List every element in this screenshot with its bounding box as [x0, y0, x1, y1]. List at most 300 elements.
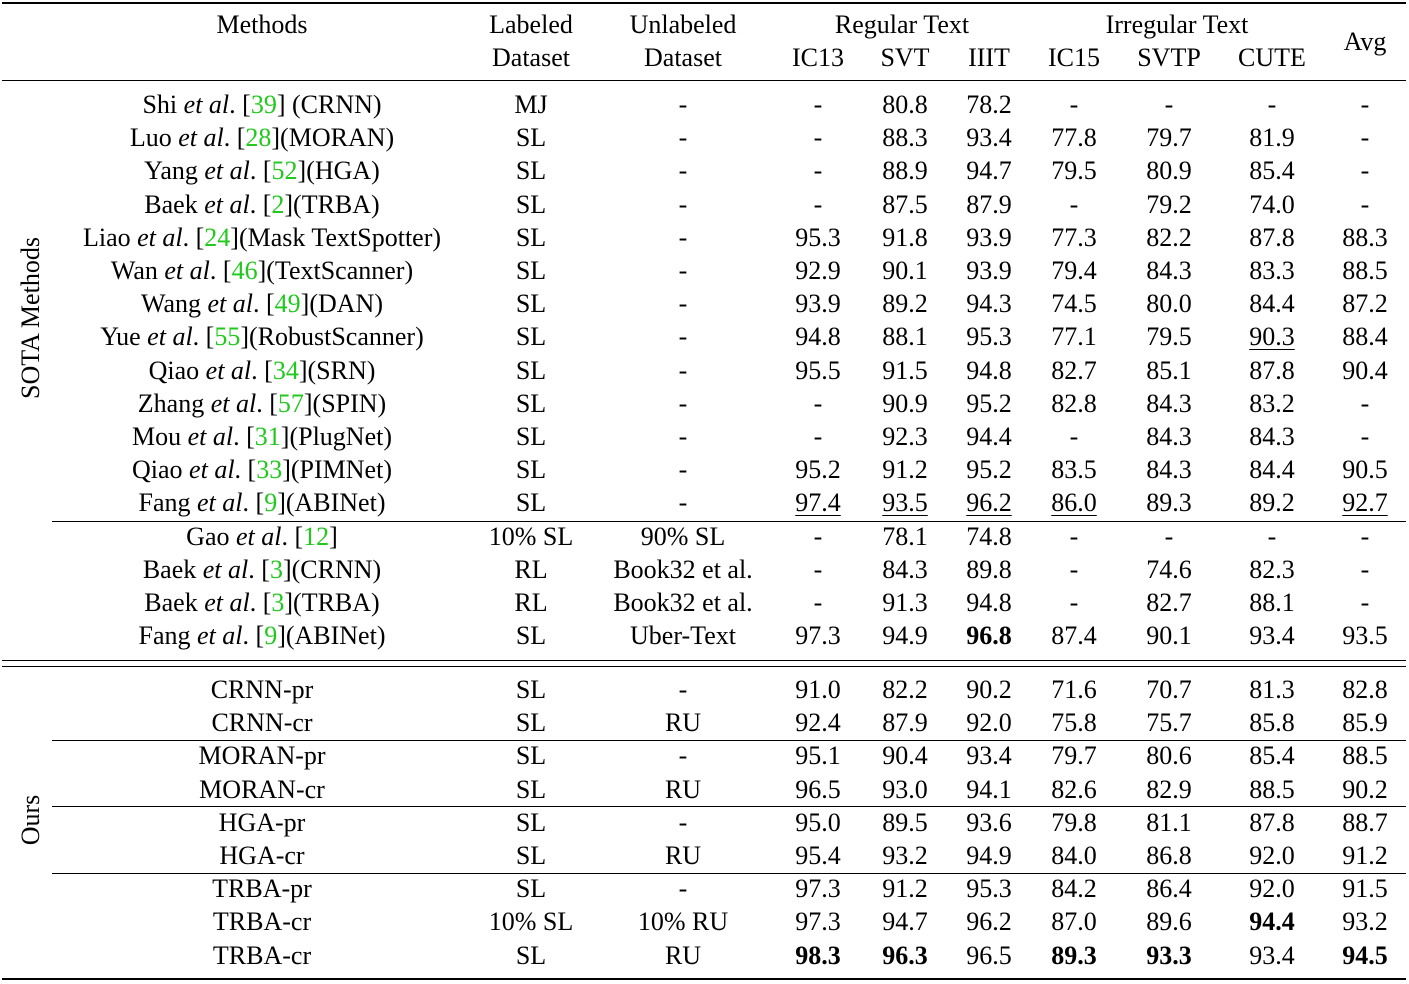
sota-row-9-value-2: 95.2 [966, 388, 1012, 418]
sota-row-10-labeled: SL [515, 422, 547, 451]
method-etal: et al [235, 521, 282, 551]
ours-row-8-unlabeled: RU [664, 940, 702, 970]
ours-row-3-method: MORAN-cr [199, 774, 325, 804]
sota-row-14-value-1: 84.3 [882, 554, 928, 584]
ours-row-1-unlabeled: RU [664, 708, 702, 738]
sota-row-2-method: Yang et al. [52](HGA) [144, 156, 380, 186]
ours-row-4-value-5: 87.8 [1249, 807, 1295, 837]
sota-row-15-value-4: 82.7 [1146, 588, 1192, 617]
citation-link[interactable]: 3 [269, 554, 283, 584]
sota-row-9-method: Zhang et al. [57](SPIN) [137, 388, 387, 418]
sota-row-11-method: Qiao et al. [33](PIMNet) [132, 455, 392, 485]
sota-row-10-value-4: 84.3 [1146, 422, 1192, 451]
sota-row-1-value-1: 88.3 [882, 123, 928, 153]
header-benchmark-iiit: IIIT [968, 43, 1010, 72]
method-etal: et al [204, 588, 250, 617]
sota-row-13-unlabeled: 90% SL [640, 521, 726, 551]
header-benchmark-ic15: IC15 [1048, 43, 1100, 72]
sota-row-12-labeled: SL [515, 488, 547, 518]
sota-row-16-labeled: SL [515, 621, 547, 651]
sota-row-7-value-1: 88.1 [882, 322, 928, 352]
method-author: Shi [142, 90, 184, 119]
sota-row-6-value-1: 89.2 [882, 289, 928, 319]
method-author: Zhang [137, 388, 211, 418]
ours-row-4-unlabeled: - [678, 807, 688, 837]
ours-row-0-value-3: 71.6 [1051, 675, 1097, 704]
method-etal: et al [189, 455, 235, 485]
sota-row-12-value-3: 86.0 [1051, 488, 1097, 518]
ours-row-3-value-2: 94.1 [966, 774, 1012, 804]
ours-row-8-value-3: 89.3 [1051, 940, 1097, 970]
sota-row-4-method: Liao et al. [24](Mask TextSpotter) [82, 222, 442, 252]
method-etal: et al [137, 222, 183, 252]
sota-row-10-value-5: 84.3 [1249, 422, 1295, 451]
sota-row-8-labeled: SL [515, 355, 547, 385]
sota-row-3-value-3: - [1069, 189, 1079, 219]
sota-row-2-value-2: 94.7 [966, 156, 1012, 186]
sota-row-3-value-1: 87.5 [882, 189, 928, 219]
sota-row-11-value-4: 84.3 [1146, 455, 1192, 485]
header-irregular-text: Irregular Text [1105, 10, 1249, 39]
ours-row-6-value-1: 91.2 [882, 874, 928, 904]
sota-row-15-method: Baek et al. [3](TRBA) [144, 588, 380, 617]
sota-row-0-value-2: 78.2 [966, 90, 1012, 119]
method-etal: et al [210, 388, 257, 418]
sota-row-3-value-4: 79.2 [1146, 189, 1192, 219]
sota-row-4-value-5: 87.8 [1249, 222, 1295, 252]
sota-row-3-method: Baek et al. [2](TRBA) [144, 189, 380, 219]
ours-row-5-method: HGA-cr [219, 841, 305, 870]
sota-row-12-value-6: 92.7 [1342, 488, 1388, 518]
method-etal: et al [202, 554, 249, 584]
double-rule-top [2, 660, 1406, 661]
sota-row-13-method: Gao et al. [12] [186, 521, 338, 551]
sota-row-9-value-5: 83.2 [1249, 388, 1295, 418]
sota-row-4-value-1: 91.8 [882, 222, 928, 252]
sota-row-0-value-3: - [1069, 90, 1079, 119]
sota-row-12-value-1: 93.5 [882, 488, 928, 518]
citation-link[interactable]: 31 [254, 422, 281, 451]
sota-row-10-method: Mou et al. [31](PlugNet) [132, 422, 392, 451]
sota-row-9-value-3: 82.8 [1051, 388, 1097, 418]
sota-row-1-unlabeled: - [678, 123, 688, 153]
sota-row-11-unlabeled: - [678, 455, 688, 485]
sota-row-14-unlabeled: Book32 et al. [613, 554, 753, 584]
citation-link[interactable]: 9 [264, 488, 278, 518]
sota-row-6-value-0: 93.9 [795, 289, 841, 319]
sota-row-9-value-4: 84.3 [1146, 388, 1192, 418]
header-unlabeled-line1: Unlabeled [629, 10, 737, 39]
ours-row-5-value-3: 84.0 [1051, 841, 1097, 870]
sota-row-9-labeled: SL [515, 388, 547, 418]
header-benchmark-ic13: IC13 [792, 43, 844, 72]
sota-row-5-unlabeled: - [678, 256, 688, 285]
ours-row-8-value-2: 96.5 [966, 940, 1012, 970]
sota-row-1-value-0: - [813, 123, 823, 153]
ours-row-4-value-2: 93.6 [966, 807, 1012, 837]
sota-row-9-value-6: - [1360, 388, 1370, 418]
group-label-sota: SOTA Methods [16, 237, 45, 399]
sota-row-16-value-2: 96.8 [966, 621, 1012, 651]
citation-link[interactable]: 3 [271, 588, 285, 617]
ours-row-7-labeled: 10% SL [488, 907, 574, 937]
ours-row-2-value-3: 79.7 [1051, 741, 1097, 771]
sota-row-14-labeled: RL [514, 554, 548, 584]
sota-row-6-value-5: 84.4 [1249, 289, 1295, 319]
ours-row-6-method: TRBA-pr [212, 874, 312, 904]
sota-row-3-labeled: SL [515, 189, 547, 219]
sota-row-14-value-2: 89.8 [966, 554, 1012, 584]
ours-row-8-value-0: 98.3 [795, 940, 841, 970]
citation-link[interactable]: 2 [271, 189, 285, 219]
sota-row-6-unlabeled: - [678, 289, 688, 319]
sota-row-4-unlabeled: - [678, 222, 688, 252]
method-etal: et al [204, 156, 250, 186]
ours-row-6-value-2: 95.3 [966, 874, 1012, 904]
ours-row-5-value-4: 86.8 [1146, 841, 1192, 870]
sota-row-8-value-4: 85.1 [1146, 355, 1192, 385]
method-author: Qiao [148, 355, 206, 385]
sota-row-7-value-4: 79.5 [1146, 322, 1192, 352]
method-author: Mou [132, 422, 188, 451]
ours-row-4-value-4: 81.1 [1146, 807, 1192, 837]
sota-row-8-value-2: 94.8 [966, 355, 1012, 385]
sota-row-15-value-0: - [813, 588, 823, 617]
sota-row-14-value-4: 74.6 [1146, 554, 1192, 584]
sota-row-13-labeled: 10% SL [488, 521, 574, 551]
sota-row-7-value-3: 77.1 [1051, 322, 1097, 352]
sota-row-6-value-3: 74.5 [1051, 289, 1097, 319]
header-labeled-line2: Dataset [492, 43, 570, 72]
sota-row-3-value-0: - [813, 189, 823, 219]
method-etal: et al [205, 355, 252, 385]
ours-row-7-value-4: 89.6 [1146, 907, 1192, 937]
sota-row-10-value-1: 92.3 [882, 422, 928, 451]
ours-row-5-value-6: 91.2 [1342, 841, 1388, 870]
citation-link[interactable]: 12 [303, 521, 330, 551]
ours-row-0-method: CRNN-pr [210, 675, 314, 704]
ours-row-1-value-2: 92.0 [966, 708, 1012, 738]
sota-row-15-value-6: - [1360, 588, 1370, 617]
ours-row-4-value-3: 79.8 [1051, 807, 1097, 837]
sota-row-2-value-0: - [813, 156, 823, 186]
ours-row-0-labeled: SL [515, 675, 547, 704]
ours-row-5-unlabeled: RU [664, 841, 702, 870]
ours-row-7-value-3: 87.0 [1051, 907, 1097, 937]
method-author: Qiao [132, 455, 190, 485]
sota-row-16-unlabeled: Uber-Text [630, 621, 736, 651]
sota-row-12-unlabeled: - [678, 488, 688, 518]
citation-link[interactable]: 39 [250, 90, 277, 119]
ours-row-2-value-4: 80.6 [1146, 741, 1192, 771]
citation-link[interactable]: 33 [256, 455, 283, 485]
method-etal: et al [197, 488, 243, 518]
ours-row-6-value-3: 84.2 [1051, 874, 1097, 904]
ours-row-4-labeled: SL [515, 807, 547, 837]
ours-row-8-value-6: 94.5 [1342, 940, 1388, 970]
sota-row-9-value-1: 90.9 [882, 388, 928, 418]
sota-row-8-unlabeled: - [678, 355, 688, 385]
sota-row-13-value-1: 78.1 [882, 521, 928, 551]
sota-row-15-value-1: 91.3 [882, 588, 928, 617]
citation-link[interactable]: 46 [231, 256, 258, 285]
citation-link[interactable]: 9 [264, 621, 278, 651]
ours-row-4-value-6: 88.7 [1342, 807, 1388, 837]
ours-row-3-value-1: 93.0 [882, 774, 928, 804]
ours-row-3-value-4: 82.9 [1146, 774, 1192, 804]
header-unlabeled-line2: Dataset [644, 43, 722, 72]
method-author: Liao [82, 222, 138, 252]
sota-row-10-value-6: - [1360, 422, 1370, 451]
sota-row-16-value-5: 93.4 [1249, 621, 1295, 651]
sota-row-15-value-3: - [1069, 588, 1079, 617]
method-author: Luo [129, 123, 179, 153]
sota-row-8-method: Qiao et al. [34](SRN) [148, 355, 376, 385]
sota-row-1-method: Luo et al. [28](MORAN) [129, 123, 395, 153]
sota-row-4-value-4: 82.2 [1146, 222, 1192, 252]
ours-row-7-method: TRBA-cr [212, 907, 312, 937]
method-etal: et al [207, 289, 254, 319]
sota-row-6-method: Wang et al. [49](DAN) [141, 289, 383, 319]
sota-row-1-value-3: 77.8 [1051, 123, 1097, 153]
sota-row-6-value-4: 80.0 [1146, 289, 1192, 319]
method-etal: et al [204, 189, 250, 219]
ours-row-3-unlabeled: RU [664, 774, 702, 804]
double-rule-bottom [2, 666, 1406, 667]
sota-row-2-value-3: 79.5 [1051, 156, 1097, 186]
ours-row-3-labeled: SL [515, 774, 547, 804]
sota-row-10-value-0: - [813, 422, 823, 451]
ours-row-1-value-3: 75.8 [1051, 708, 1097, 738]
bottom-rule [2, 978, 1406, 980]
header-benchmark-svt: SVT [880, 43, 930, 72]
sota-row-5-value-3: 79.4 [1051, 256, 1097, 285]
sota-row-15-unlabeled: Book32 et al. [613, 588, 753, 617]
method-author: Yang [144, 156, 205, 186]
method-author: Wang [141, 289, 208, 319]
ours-row-1-value-4: 75.7 [1146, 708, 1192, 738]
sota-row-8-value-6: 90.4 [1342, 355, 1388, 385]
sota-row-7-value-2: 95.3 [966, 322, 1012, 352]
header-benchmark-svtp: SVTP [1137, 43, 1201, 72]
sota-row-0-value-5: - [1267, 90, 1277, 119]
sota-row-11-value-2: 95.2 [966, 455, 1012, 485]
sota-row-4-value-2: 93.9 [966, 222, 1012, 252]
ours-row-7-value-6: 93.2 [1342, 907, 1388, 937]
citation-link[interactable]: 57 [277, 388, 304, 418]
sota-row-11-value-0: 95.2 [795, 455, 841, 485]
citation-link[interactable]: 28 [245, 123, 272, 153]
ours-row-3-value-5: 88.5 [1249, 774, 1295, 804]
ours-row-1-labeled: SL [515, 708, 547, 738]
sota-row-14-value-3: - [1069, 554, 1079, 584]
sota-row-8-value-0: 95.5 [795, 355, 841, 385]
sota-row-10-unlabeled: - [678, 422, 688, 451]
ours-row-8-value-1: 96.3 [882, 940, 928, 970]
sota-row-4-labeled: SL [515, 222, 547, 252]
sota-row-8-value-3: 82.7 [1051, 355, 1097, 385]
sota-row-13-value-5: - [1267, 521, 1277, 551]
sota-row-12-value-4: 89.3 [1146, 488, 1192, 518]
ours-row-6-value-5: 92.0 [1249, 874, 1295, 904]
sota-row-0-method: Shi et al. [39] (CRNN) [142, 90, 382, 119]
sota-row-14-value-5: 82.3 [1249, 554, 1295, 584]
sota-row-4-value-0: 95.3 [795, 222, 841, 252]
header-labeled-line1: Labeled [489, 10, 573, 39]
sota-row-13-value-3: - [1069, 521, 1079, 551]
sota-row-2-labeled: SL [515, 156, 547, 186]
sota-row-16-value-6: 93.5 [1342, 621, 1388, 651]
sota-row-0-labeled: MJ [514, 90, 548, 119]
sota-row-16-value-4: 90.1 [1146, 621, 1192, 651]
sota-row-15-labeled: RL [514, 588, 548, 617]
sota-row-11-value-5: 84.4 [1249, 455, 1295, 485]
method-author: Yue [100, 322, 148, 352]
method-author: Fang [138, 488, 198, 518]
ours-row-3-value-6: 90.2 [1342, 774, 1388, 804]
citation-link[interactable]: 34 [272, 355, 299, 385]
ours-row-4-value-0: 95.0 [795, 807, 841, 837]
ours-row-2-labeled: SL [515, 741, 547, 771]
sota-row-7-value-6: 88.4 [1342, 322, 1388, 352]
sota-row-7-value-5: 90.3 [1249, 322, 1295, 352]
ours-row-3-value-0: 96.5 [795, 774, 841, 804]
sota-row-15-value-5: 88.1 [1249, 588, 1295, 617]
sota-row-12-method: Fang et al. [9](ABINet) [138, 488, 386, 518]
ours-row-2-method: MORAN-pr [198, 741, 326, 771]
top-rule [2, 2, 1406, 4]
sota-row-14-method: Baek et al. [3](CRNN) [142, 554, 382, 584]
method-etal: et al [197, 621, 243, 651]
ours-row-7-unlabeled: 10% RU [637, 907, 729, 937]
sota-row-5-value-0: 92.9 [795, 256, 841, 285]
ours-row-8-method: TRBA-cr [212, 940, 312, 970]
ours-row-1-value-1: 87.9 [882, 708, 928, 738]
sota-row-6-value-6: 87.2 [1342, 289, 1388, 319]
sota-row-13-value-4: - [1164, 521, 1174, 551]
sota-row-7-unlabeled: - [678, 322, 688, 352]
sota-row-3-value-5: 74.0 [1249, 189, 1295, 219]
ours-row-2-value-0: 95.1 [795, 741, 841, 771]
sota-row-11-labeled: SL [515, 455, 547, 485]
sota-row-11-value-1: 91.2 [882, 455, 928, 485]
sota-row-12-value-5: 89.2 [1249, 488, 1295, 518]
sota-row-2-value-6: - [1360, 156, 1370, 186]
ours-row-6-labeled: SL [515, 874, 547, 904]
sota-row-4-value-3: 77.3 [1051, 222, 1097, 252]
sota-row-0-unlabeled: - [678, 90, 688, 119]
method-author: Baek [144, 588, 205, 617]
method-author: Baek [144, 189, 205, 219]
ours-row-0-value-2: 90.2 [966, 675, 1012, 704]
ours-row-5-value-2: 94.9 [966, 841, 1012, 870]
header-rule [2, 80, 1406, 81]
sota-row-5-value-6: 88.5 [1342, 256, 1388, 285]
ours-row-7-value-5: 94.4 [1249, 907, 1295, 937]
sota-row-10-value-2: 94.4 [966, 422, 1012, 451]
citation-link[interactable]: 49 [274, 289, 301, 319]
ours-row-0-value-6: 82.8 [1342, 675, 1388, 704]
sota-row-5-value-4: 84.3 [1146, 256, 1192, 285]
sota-row-4-value-6: 88.3 [1342, 222, 1388, 252]
method-etal: et al [178, 123, 224, 153]
sota-row-1-value-4: 79.7 [1146, 123, 1192, 153]
sota-row-11-value-6: 90.5 [1342, 455, 1388, 485]
sota-row-5-value-1: 90.1 [882, 256, 928, 285]
ours-row-0-value-5: 81.3 [1249, 675, 1295, 704]
ours-row-5-value-1: 93.2 [882, 841, 928, 870]
sota-row-15-value-2: 94.8 [966, 588, 1012, 617]
ours-row-5-labeled: SL [515, 841, 547, 870]
ours-row-2-value-6: 88.5 [1342, 741, 1388, 771]
ours-row-8-value-5: 93.4 [1249, 940, 1295, 970]
citation-link[interactable]: 52 [271, 156, 298, 186]
sota-row-9-value-0: - [813, 388, 823, 418]
sota-row-1-value-5: 81.9 [1249, 123, 1295, 153]
ours-row-4-method: HGA-pr [218, 807, 306, 837]
ours-row-1-value-6: 85.9 [1342, 708, 1388, 738]
sota-row-1-value-2: 93.4 [966, 123, 1012, 153]
method-author: Gao [186, 521, 236, 551]
sota-row-16-value-0: 97.3 [795, 621, 841, 651]
ours-row-6-value-4: 86.4 [1146, 874, 1192, 904]
ours-row-6-unlabeled: - [678, 874, 688, 904]
sota-row-13-value-2: 74.8 [966, 521, 1012, 551]
sota-row-3-unlabeled: - [678, 189, 688, 219]
ours-row-0-value-1: 82.2 [882, 675, 928, 704]
ours-row-6-value-0: 97.3 [795, 874, 841, 904]
ours-row-7-value-0: 97.3 [795, 907, 841, 937]
ours-row-0-value-0: 91.0 [795, 675, 841, 704]
ours-row-0-value-4: 70.7 [1146, 675, 1192, 704]
sota-row-7-labeled: SL [515, 322, 547, 352]
sota-row-12-value-2: 96.2 [966, 488, 1012, 518]
sota-row-3-value-6: - [1360, 189, 1370, 219]
method-etal: et al [147, 322, 193, 352]
citation-link[interactable]: 24 [204, 222, 231, 252]
sota-row-6-labeled: SL [515, 289, 547, 319]
ours-row-1-method: CRNN-cr [211, 708, 313, 738]
ours-row-1-value-0: 92.4 [795, 708, 841, 738]
ours-row-7-value-1: 94.7 [882, 907, 928, 937]
ours-row-5-value-5: 92.0 [1249, 841, 1295, 870]
sota-row-14-value-0: - [813, 554, 823, 584]
ours-row-7-value-2: 96.2 [966, 907, 1012, 937]
ours-row-5-value-0: 95.4 [795, 841, 841, 870]
group-label-ours: Ours [16, 794, 45, 846]
sota-row-16-value-1: 94.9 [882, 621, 928, 651]
sota-row-16-method: Fang et al. [9](ABINet) [138, 621, 386, 651]
ours-row-3-value-3: 82.6 [1051, 774, 1097, 804]
sota-row-0-value-6: - [1360, 90, 1370, 119]
sota-row-0-value-4: - [1164, 90, 1174, 119]
sota-row-14-value-6: - [1360, 554, 1370, 584]
sota-row-8-value-5: 87.8 [1249, 355, 1295, 385]
sota-row-7-value-0: 94.8 [795, 322, 841, 352]
ours-row-4-value-1: 89.5 [882, 807, 928, 837]
ours-row-8-value-4: 93.3 [1146, 940, 1192, 970]
sota-row-3-value-2: 87.9 [966, 189, 1012, 219]
ours-row-2-value-1: 90.4 [882, 741, 928, 771]
header-benchmark-cute: CUTE [1238, 43, 1306, 72]
sota-row-12-value-0: 97.4 [795, 488, 841, 518]
header-methods: Methods [216, 10, 308, 39]
ours-row-2-value-2: 93.4 [966, 741, 1012, 771]
header-avg: Avg [1343, 27, 1387, 56]
citation-link[interactable]: 55 [214, 322, 241, 352]
sota-row-0-value-1: 80.8 [882, 90, 928, 119]
sota-row-8-value-1: 91.5 [882, 355, 928, 385]
